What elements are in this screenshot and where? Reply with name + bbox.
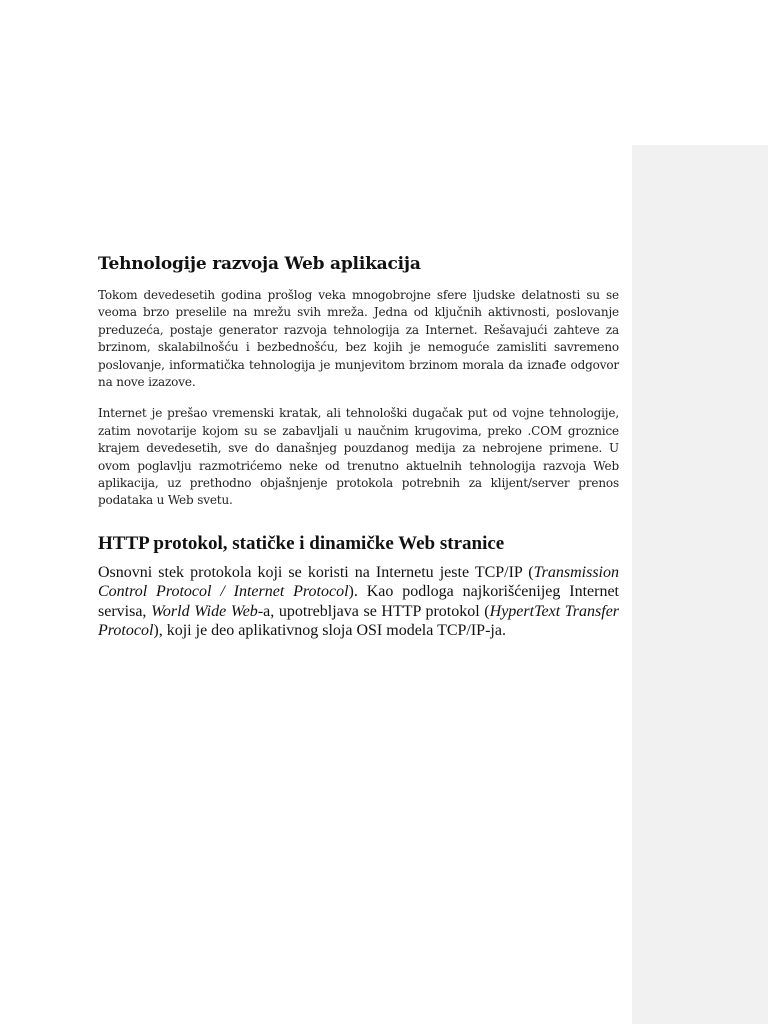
section-heading-http-protocol: HTTP protokol, statičke i dinamičke Web stranice — [98, 532, 505, 554]
paragraph-http-italic-www: World Wide Web — [151, 602, 258, 620]
section-heading-web-technologies: Tehnologije razvoja Web aplikacija — [98, 254, 421, 274]
paragraph-1: Tokom devedesetih godina prošlog veka mnogobrojne sfere ljudske delatnosti su se veoma brzo preselile na mrežu svih mreža. Jedna od ključnih aktivnosti, poslovanje preduzeća, postaje generator razvoja tehnologija za Internet. Rešavajući zahteve za brzinom, skalabilnošću i bezbednošću, bez kojih je nemoguće zamisliti savremeno poslovanje, informatička tehnologija je munjevitom brzinom morala da iznađe odgovor na nove izazove. — [98, 288, 619, 390]
document-content — [98, 250, 619, 641]
paragraph-http — [98, 563, 619, 641]
paragraph-http-text-2: ). Kao podloga najkorišćenijeg Internet servisa, — [98, 583, 619, 620]
paragraph-http-text-1: Osnovni stek protokola koji se koristi na Internetu jeste TCP/IP ( — [98, 563, 534, 581]
paragraph-2: Internet je prešao vremenski kratak, ali tehnološki dugačak put od vojne tehnologije, zatim novotarije kojom su se zabavljali u naučnim krugovima, preko .COM groznice krajem devedesetih, sve do današnjeg pouzdanog medija za nebrojene primene. U ovom poglavlju razmotrićemo neke od trenutno aktuelnih tehnologija razvoja Web aplikacija, uz prethodno objašnjenje protokola potrebnih za klijent/server prenos podataka u Web svetu. — [98, 406, 619, 508]
paragraph-http-italic-tcpip: Transmission Control Protocol / Internet Protocol — [98, 563, 619, 601]
paragraph-http-text-3: -a, upotrebljava se HTTP protokol ( — [257, 602, 490, 620]
paragraph-http-text-4: ), koji je deo aplikativnog sloja OSI modela TCP/IP-ja. — [153, 622, 506, 640]
paragraph-http-italic-http: HypertText Transfer Protocol — [98, 602, 620, 640]
comment-margin-panel — [632, 145, 768, 1024]
